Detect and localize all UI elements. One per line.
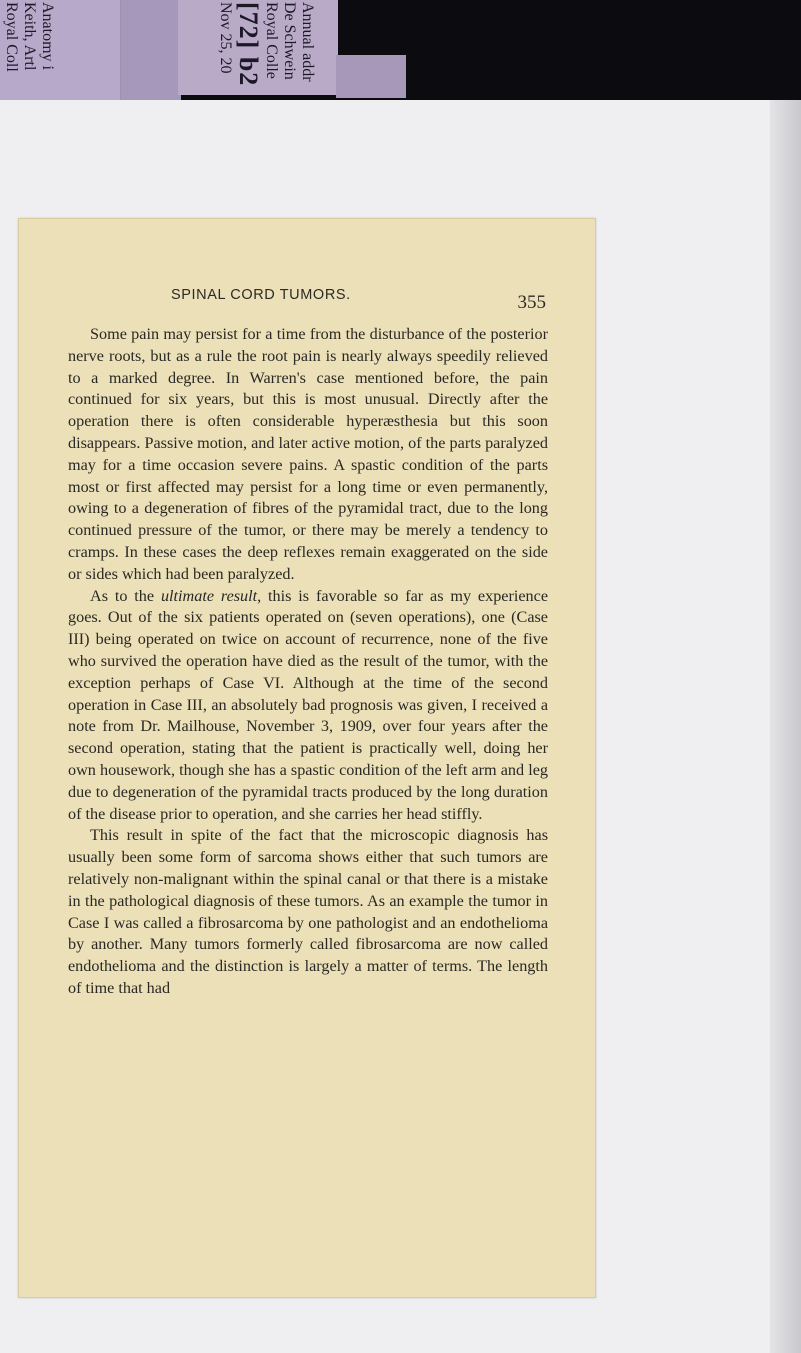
book-spine-label-1 (0, 0, 120, 105)
paragraph (68, 586, 548, 826)
page-content (68, 282, 548, 1000)
paragraph-rest: this is favorable so far as my experience goes. Out of the six patients operated on (seven operations), one (Case III) being operated on twice on account of recurrence, none of the five who survived the operation have died as the result of the tumor, with the exception perhaps of Case VI. Although at the time of the second operation in Case III, an absolutely bad prognosis was given, I received a note from Dr. Mailhouse, November 3, 1909, over four years after the second operation, stating that the patient is practically well, doing her own housework, though she has a spastic condition of the left arm and leg due to degeneration of the pyramidal tracts produced by the long duration of the disease prior to operation, and she carries her head stiffly. (68, 586, 549, 823)
book-spine-divider (120, 0, 181, 105)
spine-label-text (2, 2, 56, 72)
paragraph: Some pain may persist for a time from the disturbance of the posterior nerve roots, but as a rule the root pain is nearly always speedily relieved to a marked degree. In Warren's case mentioned before, the pain continued for six years, but this is most unusual. Directly after the operation there is often considerable hyperæsthesia but this soon disappears. Passive motion, and later active motion, of the parts paralyzed may for a time occasion severe pains. A spastic condition of the parts most or first affected may persist for a long time or even permanently, owing to a degeneration of fibres of the pyramidal tract, due to the long continued pressure of the tumor, or there may be merely a tendency to cramps. In these cases the deep reflexes remain exaggerated on the side or sides which had been paralyzed. (68, 325, 548, 583)
book-spine-label-2 (178, 0, 338, 95)
book-spine-tab (336, 55, 406, 98)
spine-date: Nov 25, 20 (217, 2, 234, 74)
body-text (68, 324, 548, 1000)
spine-line: Royal Coll (3, 2, 20, 72)
spine-line: Anatomy i (39, 2, 56, 70)
book-page (18, 218, 596, 1298)
page-header (68, 282, 548, 324)
spine-line: Annual addr (299, 2, 316, 82)
spine-line: De Schwein (281, 2, 298, 80)
paragraph-lead: As to the (90, 586, 161, 605)
board-edge-shadow (770, 100, 801, 1353)
spine-line: Royal Colle (263, 2, 280, 79)
spine-line: Keith, Artl (21, 2, 38, 71)
running-head: SPINAL CORD TUMORS. (171, 287, 351, 303)
call-number: [72] b2 (234, 2, 263, 87)
emphasis-text: ultimate result, (160, 586, 262, 605)
page-number: 355 (517, 292, 546, 313)
spine-label-text (216, 2, 316, 86)
paragraph: This result in spite of the fact that the microscopic diagnosis has usually been some form of sarcoma shows either that such tumors are relatively non-malignant within the spinal canal or that there is a mistake in the pathological diagnosis of these tumors. As an example the tumor in Case I was called a fibrosarcoma by one pathologist and an endothelioma by another. Many tumors formerly called fibrosarcoma are now called endothelioma and the distinction is largely a matter of terms. The length of time that had (68, 826, 548, 997)
